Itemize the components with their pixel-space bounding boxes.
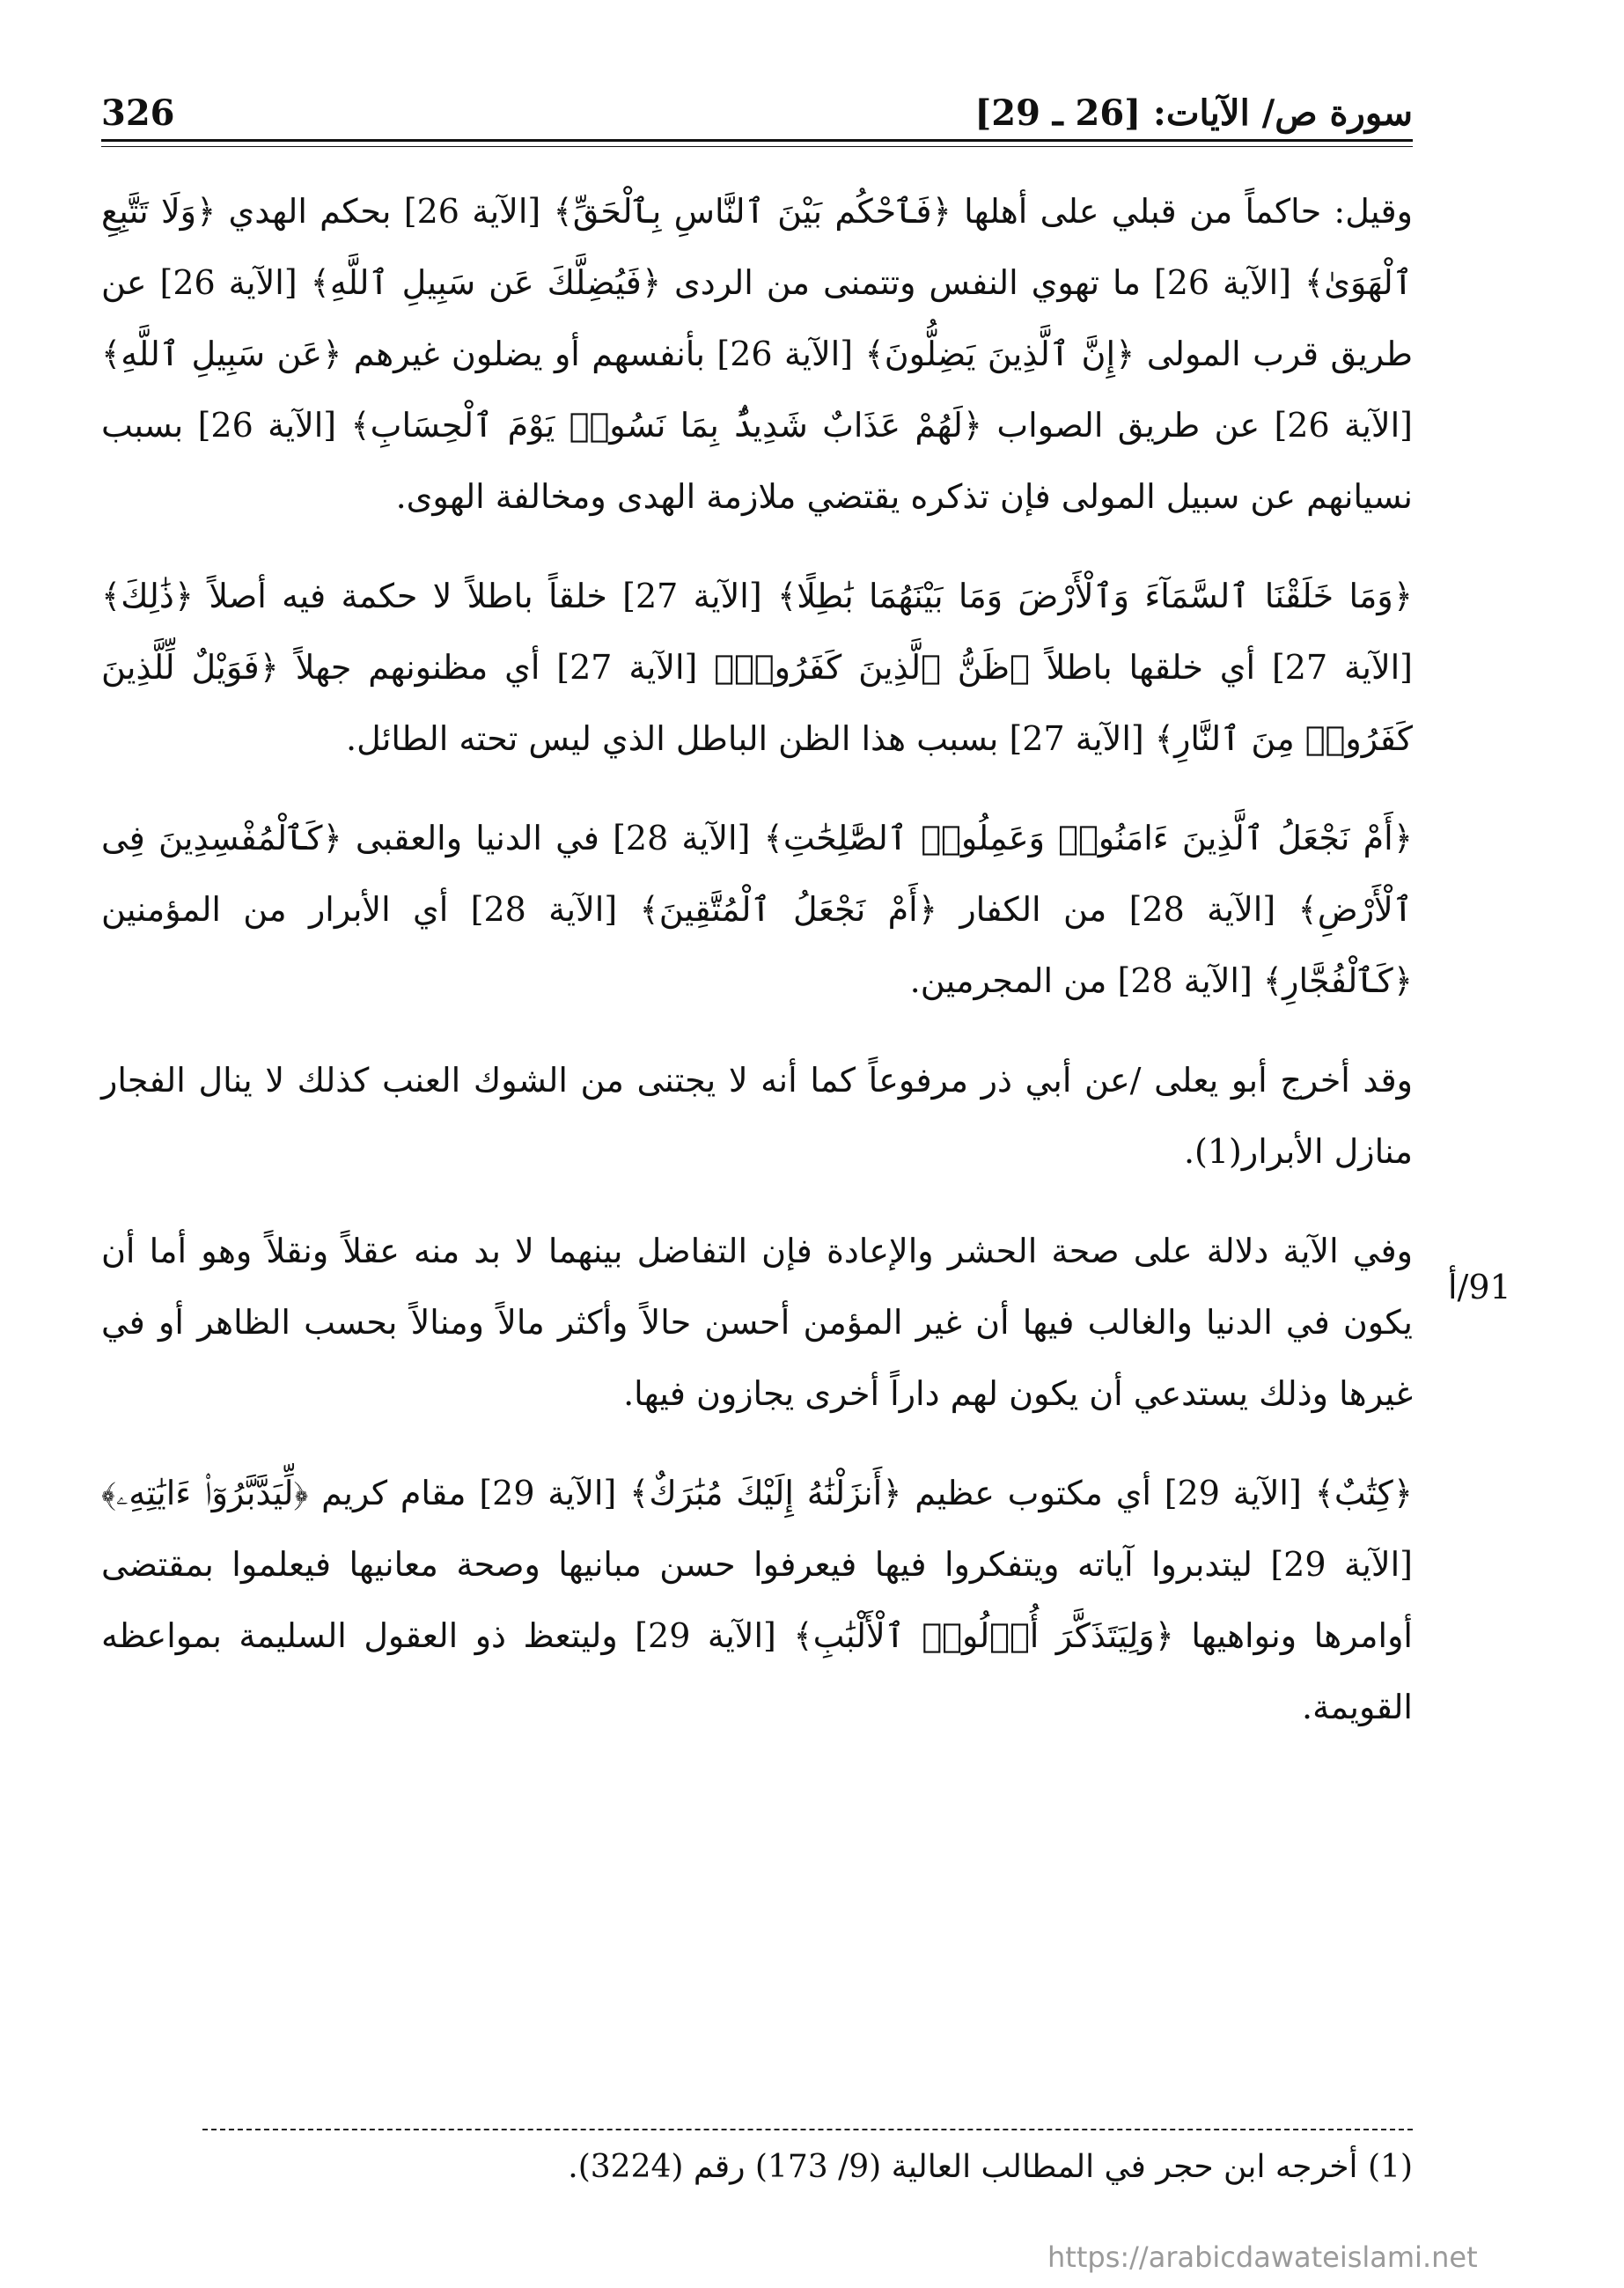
paragraph-5: وفي الآية دلالة على صحة الحشر والإعادة فإن التفاضل بينهما لا بد منه عقلاً ونقلاً وهو أما أن يكون في الدنيا والغالب فيها أن غير المؤمن أحسن حالاً وأكثر مالاً ومنالاً بحسب الظاهر أو في غيرها وذلك يستدعي أن يكون لهم داراً أخرى يجازون فيها. xyxy=(101,1232,1413,1413)
page-number: 326 xyxy=(101,92,175,134)
paragraph-2: ﴿وَمَا خَلَقْنَا ٱلسَّمَآءَ وَٱلْأَرْضَ وَمَا بَيْنَهُمَا بَٰطِلًا﴾ [الآية 27] خلقاً باطلاً لا حكمة فيه أصلاً ﴿ذَٰلِكَ﴾ [الآية 27] أي خلقها باطلاً ﴿ظَنُّ ٱلَّذِينَ كَفَرُوا۟﴾ [الآية 27] أي مظنونهم جهلاً ﴿فَوَيْلٌ لِّلَّذِينَ كَفَرُوا۟ مِنَ ٱلنَّارِ﴾ [الآية 27] بسبب هذا الظن الباطل الذي ليس تحته الطائل. xyxy=(101,577,1414,758)
main-text xyxy=(101,176,1413,1771)
running-title: سورة ص/ الآيات: [26 ـ 29] xyxy=(974,92,1413,134)
header-rule xyxy=(101,139,1413,142)
paragraph-4: وقد أخرج أبو يعلى /عن أبي ذر مرفوعاً كما أنه لا يجتنى من الشوك العنب كذلك لا ينال الفجار منازل الأبرار(1). xyxy=(101,1061,1413,1171)
paragraph-1: وقيل: حاكماً من قبلي على أهلها ﴿فَٱحْكُم بَيْنَ ٱلنَّاسِ بِٱلْحَقِّ﴾ [الآية 26] بحكم الهدي ﴿وَلَا تَتَّبِعِ ٱلْهَوَىٰ﴾ [الآية 26] ما تهوي النفس وتتمنى من الردى ﴿فَيُضِلَّكَ عَن سَبِيلِ ٱللَّهِ﴾ [الآية 26] عن طريق قرب المولى ﴿إِنَّ ٱلَّذِينَ يَضِلُّونَ﴾ [الآية 26] بأنفسهم أو يضلون غيرهم ﴿عَن سَبِيلِ ٱللَّهِ﴾ [الآية 26] عن طريق الصواب ﴿لَهُمْ عَذَابٌ شَدِيدٌۢ بِمَا نَسُوا۟ يَوْمَ ٱلْحِسَابِ﴾ [الآية 26] بسبب نسيانهم عن سبيل المولى فإن تذكره يقتضي ملازمة الهدى ومخالفة الهوى. xyxy=(101,192,1413,516)
paragraph-3: ﴿أَمْ نَجْعَلُ ٱلَّذِينَ ءَامَنُوا۟ وَعَمِلُوا۟ ٱلصَّٰلِحَٰتِ﴾ [الآية 28] في الدنيا والعقبى ﴿كَٱلْمُفْسِدِينَ فِى ٱلْأَرْضِ﴾ [الآية 28] من الكفار ﴿أَمْ نَجْعَلُ ٱلْمُتَّقِينَ﴾ [الآية 28] أي الأبرار من المؤمنين ﴿كَٱلْفُجَّارِ﴾ [الآية 28] من المجرمين. xyxy=(101,819,1413,1000)
page-header xyxy=(101,81,1413,134)
footnote: (1) أخرجه ابن حجر في المطالب العالية (9/ 173) رقم (3224). xyxy=(568,2149,1413,2185)
header-rule-thin xyxy=(101,146,1413,147)
manuscript-folio-note: 91/أ xyxy=(1448,1268,1511,1306)
watermark: https://arabicdawateislami.net xyxy=(1047,2240,1478,2274)
paragraph-6: ﴿كِتَٰبٌ﴾ [الآية 29] أي مكتوب عظيم ﴿أَنزَلْنَٰهُ إِلَيْكَ مُبَٰرَكٌ﴾ [الآية 29] مقام كريم ﴿لِّيَدَّبَّرُوٓا۟ ءَايَٰتِهِۦ﴾ [الآية 29] ليتدبروا آياته ويتفكروا فيها فيعرفوا حسن مبانيها وصحة معانيها فيعلموا بمقتضى أوامرها ونواهيها ﴿وَلِيَتَذَكَّرَ أُو۟لُوا۟ ٱلْأَلْبَٰبِ﴾ [الآية 29] وليتعظ ذو العقول السليمة بمواعظه القويمة. xyxy=(101,1474,1413,1726)
footnote-separator xyxy=(202,2129,1413,2130)
